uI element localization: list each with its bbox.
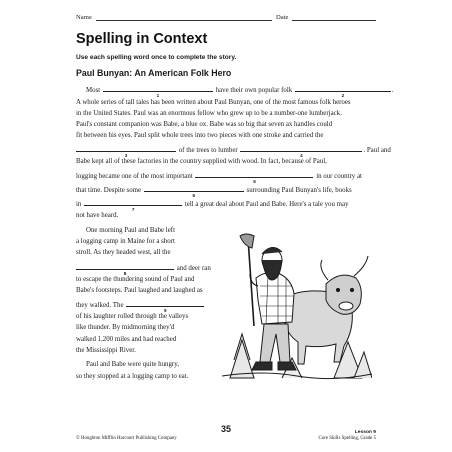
- blank-8[interactable]: 8: [76, 262, 174, 270]
- story-line: the Mississippi River.: [76, 347, 136, 354]
- date-label: Date: [276, 14, 289, 21]
- story-line: to escape the thundering sound of Paul and: [76, 276, 195, 283]
- name-label: Name: [76, 14, 92, 21]
- story-line: One morning Paul and Babe left: [86, 227, 175, 234]
- story-line: Paul's constant companion was Babe, a blue ox. Babe was so big that seven ax handles could: [76, 121, 333, 128]
- name-field-line[interactable]: [96, 20, 272, 21]
- story-line: A whole series of tall tales has been written about Paul Bunyan, one of the most famous folk heroes: [76, 99, 351, 106]
- date-field-line[interactable]: [292, 20, 376, 21]
- story-line: that time. Despite some 6 surrounding Paul Bunyan's life, books: [76, 184, 352, 195]
- blank-4[interactable]: 4: [240, 144, 362, 152]
- story-line: Most 1 have their own popular folk 2 .: [86, 84, 394, 95]
- story-line: like thunder. By midmorning they'd: [76, 324, 175, 331]
- story-line: 8 and deer ran: [76, 262, 211, 273]
- story-line: so they stopped at a logging camp to eat.: [76, 373, 189, 380]
- blank-7[interactable]: 7: [84, 198, 182, 206]
- story-line: Babe kept all of these factories in the country supplied with wood. In fact, because of Paul,: [76, 158, 327, 165]
- story-line: Paul and Babe were quite hungry,: [86, 361, 179, 368]
- blank-6[interactable]: 6: [144, 184, 244, 192]
- instructions: Use each spelling word once to complete the story.: [76, 54, 237, 61]
- story-line: not have heard.: [76, 212, 119, 219]
- story-line: 3 of the trees to lumber 4 . Paul and: [76, 144, 391, 155]
- paul-bunyan-and-babe-illustration: [222, 230, 372, 380]
- series-label: Core Skills Spelling, Grade 5: [318, 436, 376, 441]
- blank-2[interactable]: 2: [295, 84, 391, 92]
- page-title: Spelling in Context: [76, 31, 208, 47]
- story-line: of his laughter rolled through the valleys: [76, 313, 189, 320]
- story-title: Paul Bunyan: An American Folk Hero: [76, 68, 232, 78]
- story-line: Babe's footsteps. Paul laughed and laughed as: [76, 287, 203, 294]
- story-line: in 7 tell a great deal about Paul and Babe. Here's a tale you may: [76, 198, 349, 209]
- copyright: © Houghton Mifflin Harcourt Publishing Company: [76, 436, 177, 441]
- story-line: logging became one of the most important 5 in our country at: [76, 170, 362, 181]
- blank-3[interactable]: 3: [76, 144, 176, 152]
- page-number: 35: [220, 424, 231, 434]
- story-line: a logging camp in Maine for a short: [76, 238, 175, 245]
- lesson-label: Lesson 9: [354, 430, 376, 435]
- blank-5[interactable]: 5: [195, 170, 313, 178]
- blank-1[interactable]: 1: [103, 84, 213, 92]
- story-line: stroll. As they headed west, all the: [76, 249, 171, 256]
- story-line: in the United States. Paul was an enormous fellow who grew up to be a number-one lumberjack.: [76, 110, 342, 117]
- blank-9[interactable]: 9: [126, 299, 204, 307]
- story-line: they walked. The 9: [76, 299, 205, 310]
- story-line: walked 1,200 miles and had reached: [76, 336, 177, 343]
- story-line: fit between his eyes. Paul split whole trees into two pieces with one stroke and carried the: [76, 132, 324, 139]
